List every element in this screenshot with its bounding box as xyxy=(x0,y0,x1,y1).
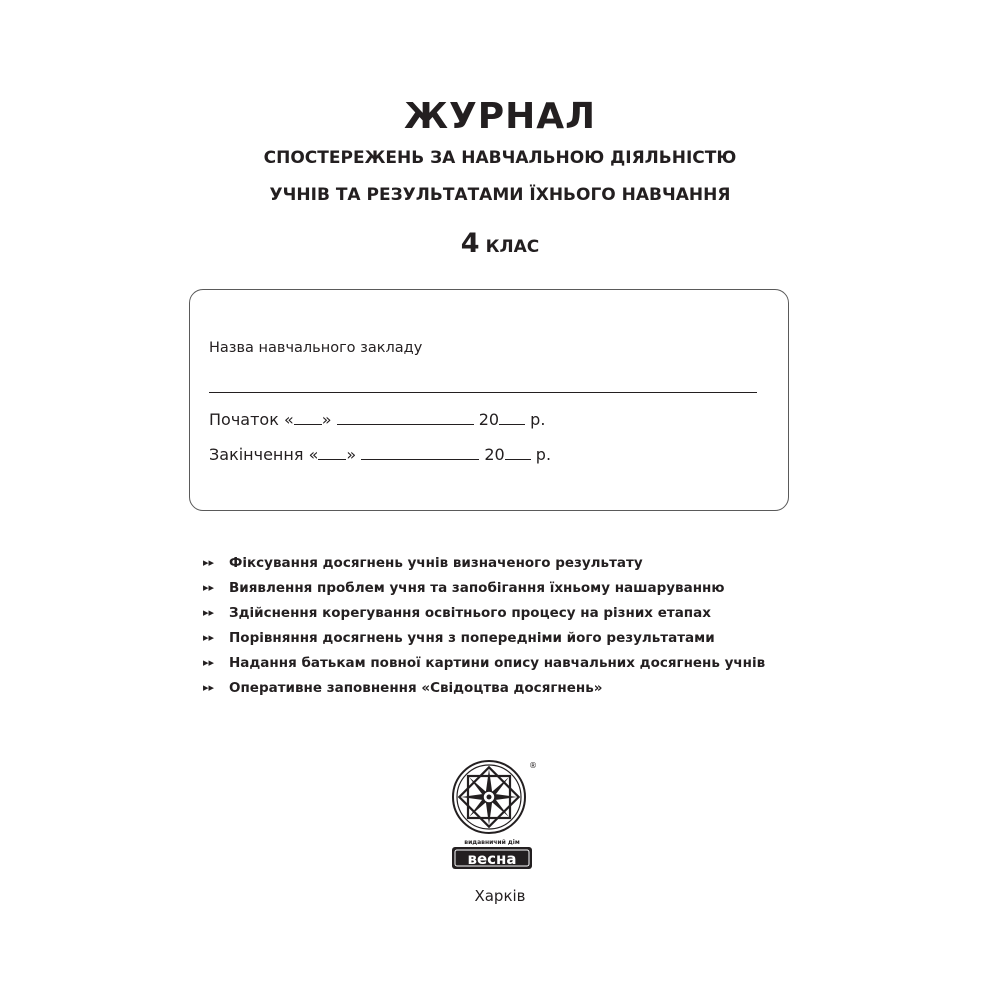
double-arrow-icon: ▸▸ xyxy=(203,631,215,644)
publisher-logo xyxy=(447,760,537,875)
list-item: ▸▸ Порівняння досягнень учня з попередніми його результатами xyxy=(203,630,715,646)
grade-word: КЛАС xyxy=(485,237,540,257)
start-year-suffix: р. xyxy=(530,410,546,429)
publisher-name: весна xyxy=(467,850,517,868)
end-label: Закінчення « xyxy=(209,445,319,464)
list-item: ▸▸ Оперативне заповнення «Свідоцтва досягнень» xyxy=(203,680,603,696)
school-name-label: Назва навчального закладу xyxy=(209,340,423,356)
publisher-tagline: видавничий дім xyxy=(464,839,520,846)
sun-emblem-icon xyxy=(447,760,537,875)
list-item: ▸▸ Виявлення проблем учня та запобігання їхньому нашаруванню xyxy=(203,580,725,596)
start-year-blank[interactable] xyxy=(499,424,525,425)
subtitle-line-1: СПОСТЕРЕЖЕНЬ ЗА НАВЧАЛЬНОЮ ДІЯЛЬНІСТЮ xyxy=(263,148,737,168)
end-quote-close: » xyxy=(346,445,357,464)
double-arrow-icon: ▸▸ xyxy=(203,556,215,569)
end-year-suffix: р. xyxy=(535,445,552,464)
journal-title: ЖУРНАЛ xyxy=(403,96,597,137)
publisher-city: Харків xyxy=(474,887,526,905)
end-year-prefix: 20 xyxy=(484,445,505,464)
start-quote-close: » xyxy=(321,410,332,429)
grade-number: 4 xyxy=(460,228,480,259)
double-arrow-icon: ▸▸ xyxy=(203,656,215,669)
grade-heading xyxy=(0,228,1000,259)
double-arrow-icon: ▸▸ xyxy=(203,606,215,619)
list-item: ▸▸ Фіксування досягнень учнів визначеного результату xyxy=(203,555,643,571)
end-date-row xyxy=(209,445,551,464)
start-day-blank[interactable] xyxy=(294,424,322,425)
start-date-row xyxy=(209,410,545,429)
end-day-blank[interactable] xyxy=(318,459,346,460)
start-label: Початок « xyxy=(209,410,294,429)
subtitle-line-2: УЧНІВ ТА РЕЗУЛЬТАТАМИ ЇХНЬОГО НАВЧАННЯ xyxy=(269,185,731,205)
list-item: ▸▸ Здійснення корегування освітнього процесу на різних етапах xyxy=(203,605,711,621)
double-arrow-icon: ▸▸ xyxy=(203,681,215,694)
end-month-blank[interactable] xyxy=(361,459,479,460)
list-item: ▸▸ Надання батькам повної картини опису навчальних досягнень учнів xyxy=(203,655,766,671)
publisher-registered-mark: ® xyxy=(529,761,537,770)
form-box xyxy=(189,289,789,511)
school-name-line[interactable] xyxy=(209,392,757,393)
double-arrow-icon: ▸▸ xyxy=(203,581,215,594)
feature-list xyxy=(203,554,765,704)
end-year-blank[interactable] xyxy=(505,459,531,460)
start-year-prefix: 20 xyxy=(478,410,500,429)
start-month-blank[interactable] xyxy=(337,424,474,425)
